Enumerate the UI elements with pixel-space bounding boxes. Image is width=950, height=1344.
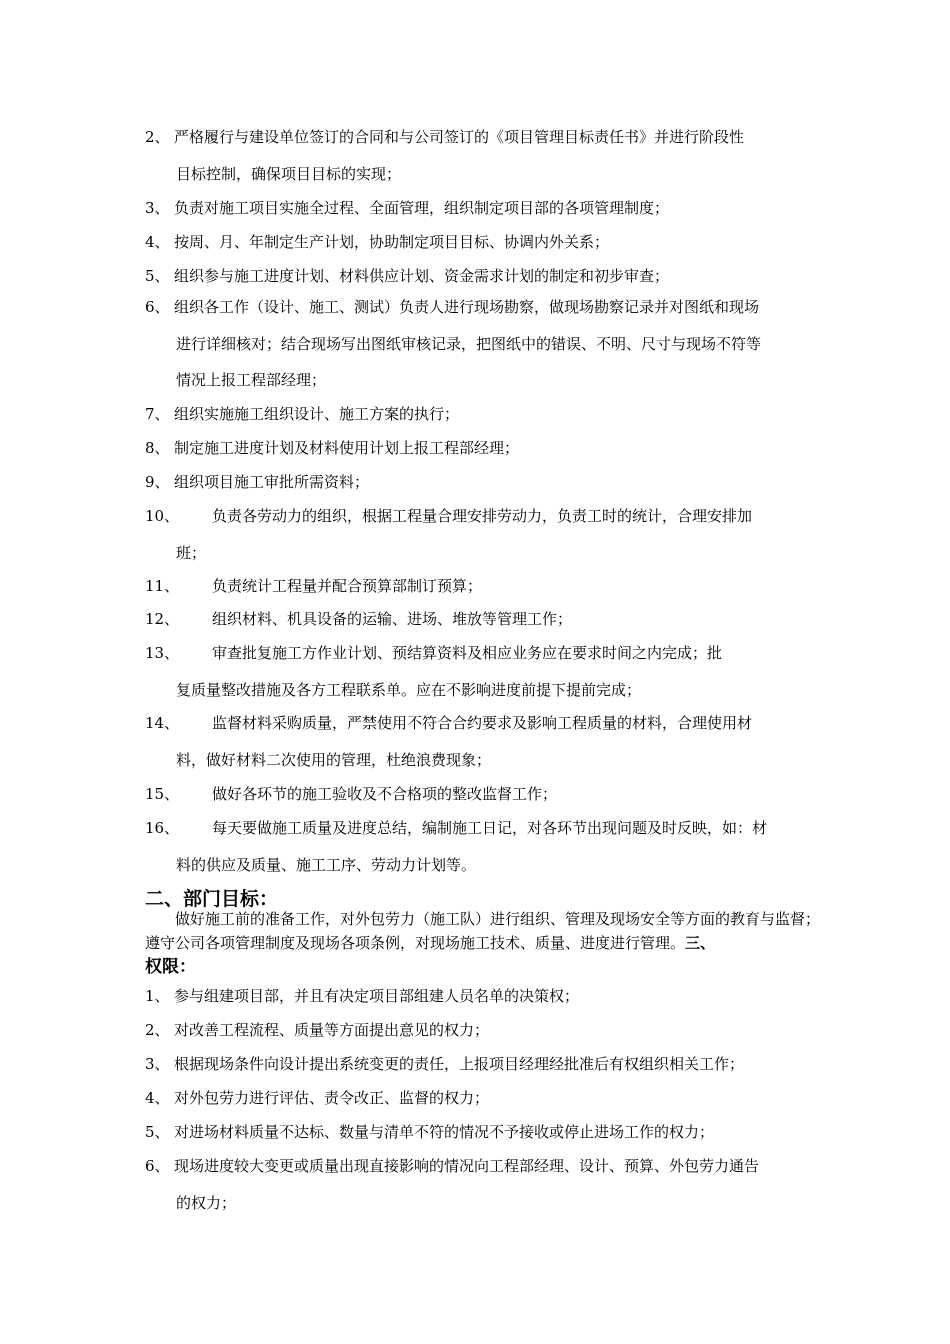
item-text: 对外包劳力进行评估、责令改正、监督的权力； (174, 1089, 490, 1107)
list-item (145, 499, 815, 533)
list-item (145, 431, 815, 465)
item-number: 6、 (145, 298, 170, 316)
item-number: 14、 (145, 714, 180, 732)
list-item (145, 706, 815, 740)
section-heading-inline: 权限： (145, 957, 196, 977)
item-number: 15、 (145, 785, 180, 803)
item-text: 负责统计工程量并配合预算部制订预算； (212, 577, 483, 595)
item-number: 10、 (145, 507, 180, 525)
item-number: 2、 (145, 1021, 170, 1039)
list-item (145, 465, 815, 499)
item-continuation: 料的供应及质量、施工工序、劳动力计划等。 (176, 856, 477, 874)
item-number: 3、 (145, 1055, 170, 1073)
section-paragraph (145, 907, 825, 979)
item-continuation: 目标控制，确保项目目标的实现； (176, 165, 402, 183)
list-item (145, 1115, 815, 1149)
item-number: 11、 (145, 577, 180, 595)
list-item (145, 636, 815, 670)
item-number: 7、 (145, 405, 170, 423)
item-text: 参与组建项目部，并且有决定项目部组建人员名单的决策权； (174, 987, 580, 1005)
item-continuation: 进行详细核对；结合现场写出图纸审核记录，把图纸中的错误、不明、尺寸与现场不符等 (176, 335, 762, 353)
item-text: 审查批复施工方作业计划、预结算资料及相应业务应在要求时间之内完成；批 (212, 644, 723, 662)
item-text: 做好各环节的施工验收及不合格项的整改监督工作； (212, 785, 558, 803)
item-continuation: 复质量整改措施及各方工程联系单。应在不影响进度前提下提前完成； (176, 681, 642, 699)
item-text: 现场进度较大变更或质量出现直接影响的情况向工程部经理、设计、预算、外包劳力通告 (174, 1157, 760, 1175)
item-number: 5、 (145, 1123, 170, 1141)
item-number: 9、 (145, 473, 170, 491)
item-number: 3、 (145, 199, 170, 217)
item-continuation: 的权力； (176, 1194, 237, 1212)
list-item (145, 120, 815, 154)
item-continuation: 班； (176, 544, 207, 562)
item-text: 负责对施工项目实施全过程、全面管理，组织制定项目部的各项管理制度； (174, 199, 670, 217)
item-number: 4、 (145, 1089, 170, 1107)
item-text: 组织实施施工组织设计、施工方案的执行； (174, 405, 460, 423)
list-item (145, 1013, 815, 1047)
item-text: 制定施工进度计划及材料使用计划上报工程部经理； (174, 439, 520, 457)
list-item (145, 777, 815, 811)
item-continuation: 情况上报工程部经理； (176, 371, 327, 389)
item-text: 监督材料采购质量，严禁使用不符合合约要求及影响工程质量的材料，合理使用材 (212, 714, 753, 732)
list-item (145, 602, 815, 636)
list-item (145, 1149, 815, 1183)
list-item (145, 811, 815, 845)
item-number: 2、 (145, 128, 170, 146)
item-number: 4、 (145, 233, 170, 251)
item-text: 严格履行与建设单位签订的合同和与公司签订的《项目管理目标责任书》并进行阶段性 (174, 128, 745, 146)
list-item (145, 1081, 815, 1115)
item-text: 对进场材料质量不达标、数量与清单不符的情况不予接收或停止进场工作的权力； (174, 1123, 715, 1141)
item-number: 6、 (145, 1157, 170, 1175)
item-number: 5、 (145, 267, 170, 285)
item-text: 对改善工程流程、质量等方面提出意见的权力； (174, 1021, 490, 1039)
list-item (145, 979, 815, 1013)
item-text: 负责各劳动力的组织，根据工程量合理安排劳动力，负责工时的统计，合理安排加 (212, 507, 753, 525)
list-item (145, 259, 815, 293)
item-text: 组织各工作（设计、施工、测试）负责人进行现场勘察，做现场勘察记录并对图纸和现场 (174, 298, 760, 316)
section-heading: 二、部门目标： (145, 888, 279, 910)
item-number: 12、 (145, 610, 180, 628)
item-text: 按周、月、年制定生产计划，协助制定项目目标、协调内外关系； (174, 233, 610, 251)
item-number: 13、 (145, 644, 180, 662)
item-text: 组织参与施工进度计划、材料供应计划、资金需求计划的制定和初步审查； (174, 267, 670, 285)
item-text: 组织材料、机具设备的运输、进场、堆放等管理工作； (212, 610, 573, 628)
list-item (145, 290, 815, 324)
item-continuation: 料，做好材料二次使用的管理，杜绝浪费现象； (176, 751, 492, 769)
list-item (145, 191, 815, 225)
section-heading-inline: 三、 (685, 934, 716, 952)
item-text: 每天要做施工质量及进度总结，编制施工日记，对各环节出现问题及时反映，如：材 (212, 819, 768, 837)
item-text: 组织项目施工审批所需资料； (174, 473, 370, 491)
paragraph-text: 做好施工前的准备工作，对外包劳力（施工队）进行组织、管理及现场安全等方面的教育与监督；遵守公司各项管理制度及现场各项条例，对现场施工技术、质量、进度进行管理。 (145, 910, 821, 952)
list-item (145, 397, 815, 431)
item-number: 16、 (145, 819, 180, 837)
item-text: 根据现场条件向设计提出系统变更的责任，上报项目经理经批准后有权组织相关工作； (174, 1055, 745, 1073)
list-item (145, 225, 815, 259)
item-number: 8、 (145, 439, 170, 457)
list-item (145, 1047, 815, 1081)
item-number: 1、 (145, 987, 170, 1005)
list-item (145, 569, 815, 603)
